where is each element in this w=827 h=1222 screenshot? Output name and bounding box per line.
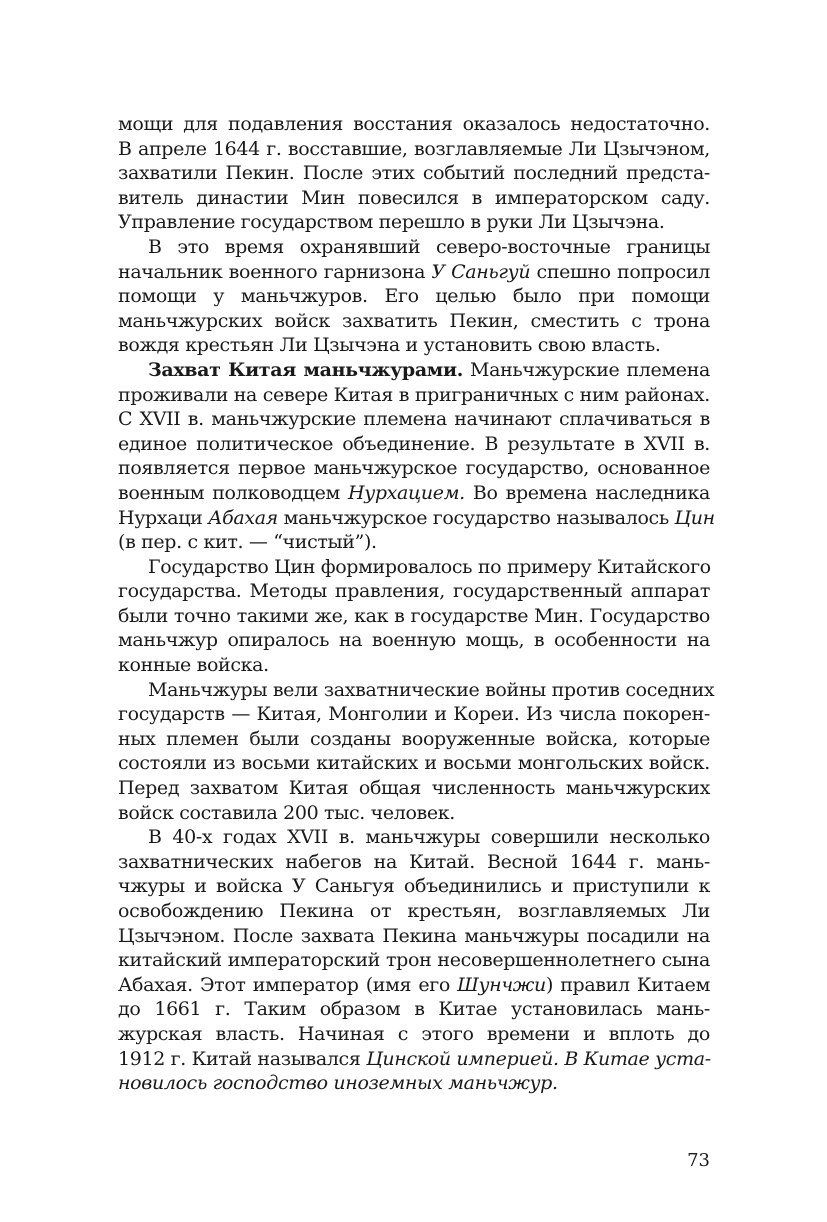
text-segment: маньчжурских войск захватить Пекин, сместить с трона [118,309,710,332]
text-line [118,210,710,235]
text-segment: журская власть. Начиная с этого времени и вплоть до [118,1022,710,1045]
text-segment: вождя крестьян Ли Цзычэна и установить свою власть. [118,334,661,357]
text-line [118,973,710,998]
text-segment: китайский императорский трон несовершеннолетнего сына [118,949,710,972]
text-line [118,161,710,186]
text-segment: помощи у маньчжуров. Его целью было при помощи [118,285,710,308]
italic-text: Цинской империей. В Китае уста- [366,1047,711,1070]
text-line [118,628,710,653]
text-line [118,186,710,211]
text-line [118,456,710,481]
text-line [118,407,710,432]
text-segment: Цзычэном. После захвата Пекина маньчжуры посадили на [118,924,710,947]
text-line [118,678,715,703]
text-segment: единое политическое объединение. В результате в XVII в. [118,432,710,455]
paragraph [118,555,710,678]
text-segment: государств — Китая, Монголии и Кореи. Из числа покорен- [118,703,710,726]
text-line [118,874,710,899]
text-segment: Маньчжуры вели захватнические войны против соседних [148,678,715,701]
text-segment: Абахая. Этот император (имя его [118,973,458,996]
text-segment: чжуры и войска У Саньгуя объединились и приступили к [118,875,710,898]
text-segment: Нурхаци [118,506,209,529]
text-segment: С XVII в. маньчжурские племена начинают сплачиваться в [118,408,710,431]
paragraph [118,112,710,235]
text-line [118,235,710,260]
text-line [118,850,710,875]
text-line [118,579,710,604]
text-segment: начальник военного гарнизона [118,260,432,283]
text-segment: Управление государством перешло в руки Ли Цзычэна. [118,211,665,234]
text-line [118,555,710,580]
text-segment: мощи для подавления восстания оказалось недостаточно. [118,113,710,135]
text-segment: Государство Цин формировалось по примеру Китайского [148,555,711,578]
text-segment: маньчжурское государство называлось [277,506,675,529]
paragraph [118,358,715,555]
text-line [118,506,715,531]
text-line [118,776,710,801]
text-segment: ) правил Китаем [545,973,710,996]
text-line [118,604,710,629]
text-segment: витель династии Мин повесился в императорском саду. [118,186,710,209]
bold-text: Захват Китая маньчжурами. [148,358,463,381]
text-line [118,530,710,555]
text-line [118,801,710,826]
italic-text: У Саньгуй [431,260,531,283]
text-segment: В апреле 1644 г. восставшие, возглавляемые Ли Цзычэном, [118,137,710,160]
text-segment: 1912 г. Китай назывался [118,1047,367,1070]
text-line [118,260,710,285]
text-segment: Во времена наследника [464,481,710,504]
text-line [118,825,710,850]
text-segment: были точно такими же, как в государстве Мин. Государство [118,604,710,627]
text-segment: В это время охранявший северо-восточные границы [148,235,710,258]
page-number: 73 [687,1150,710,1171]
paragraph [118,825,710,1096]
text-segment: Перед захватом Китая общая численность маньчжурских [118,777,710,800]
text-segment: состояли из восьми китайских и восьми монгольских войск. [118,752,710,775]
text-segment: войск составила 200 тыс. человек. [118,801,455,824]
text-line [118,751,710,776]
text-line [118,284,710,309]
text-line [118,924,710,949]
italic-text: новилось господство иноземных маньчжур. [118,1072,558,1095]
text-line [118,333,710,358]
text-line [118,112,710,137]
paragraph [118,235,710,358]
text-segment: ных племен были созданы вооруженные войска, которые [118,727,710,750]
italic-text: Шунчжи [457,973,546,996]
text-line [118,1047,710,1072]
text-segment: захватнических набегов на Китай. Весной 1644 г. мань- [118,850,710,873]
text-line [118,948,710,973]
text-segment: В 40-х годах XVII в. маньчжуры совершили несколько [148,826,710,849]
text-line [118,702,710,727]
text-line [118,653,710,678]
text-segment: маньчжур опиралось на военную мощь, в особенности на [118,629,710,652]
text-line [118,383,710,408]
italic-text: Цин [674,506,715,529]
text-segment: до 1661 г. Таким образом в Китае установилась мань- [118,998,710,1021]
text-segment: освобождению Пекина от крестьян, возглавляемых Ли [118,900,710,922]
paragraph [118,678,715,826]
text-line [118,899,710,924]
text-line [118,481,710,506]
italic-text: Нурхацием. [347,481,465,504]
text-segment: Маньчжурские племена [462,358,710,381]
text-line [118,309,710,334]
text-segment: конные войска. [118,654,269,677]
text-line [118,1022,710,1047]
text-segment: спешно попросил [530,260,710,283]
italic-text: Абахая [208,506,278,529]
text-line [118,432,710,457]
page-body [118,112,715,1096]
text-segment: появляется первое маньчжурское государство, основанное [118,457,710,480]
text-line [118,137,710,162]
text-line [118,1071,710,1096]
text-line [118,997,710,1022]
text-segment: захватили Пекин. После этих событий последний предста- [118,162,710,185]
text-line [118,358,710,383]
text-segment: проживали на севере Китая в приграничных с ним районах. [118,383,710,406]
text-line [118,727,710,752]
text-segment: военным полководцем [118,481,348,504]
text-segment: (в пер. с кит. — “чистый”). [118,531,377,554]
text-segment: государства. Методы правления, государственный аппарат [118,580,710,603]
